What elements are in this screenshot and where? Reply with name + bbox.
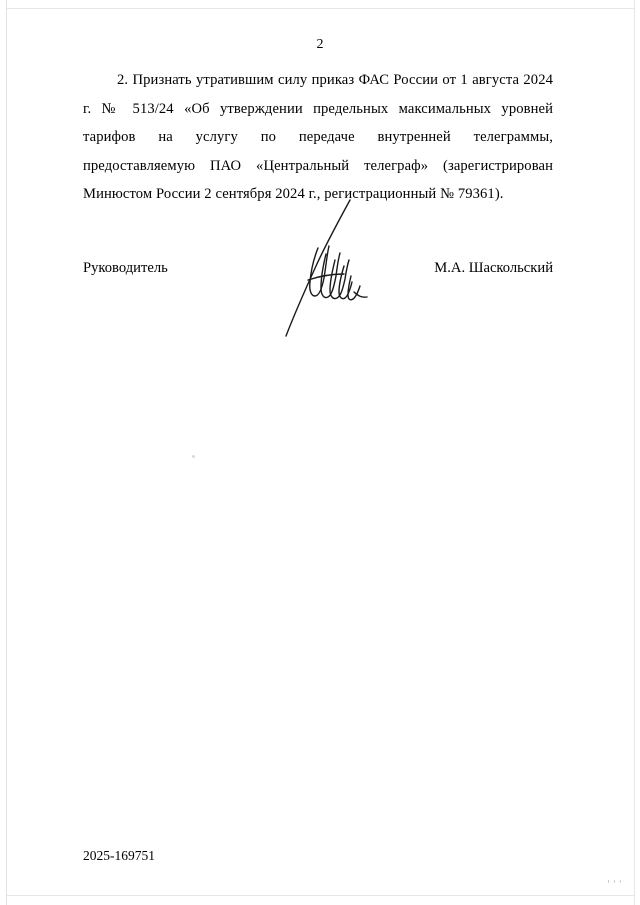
document-footer-code: 2025-169751	[83, 848, 155, 863]
signature-name: М.А. Шаскольский	[434, 260, 553, 276]
body-text	[83, 66, 553, 209]
scan-edge-left	[6, 0, 7, 905]
scan-edge-top	[6, 8, 634, 9]
scan-edge-bottom	[6, 895, 634, 896]
signature-block	[83, 258, 553, 282]
corner-marks: ' ' '	[607, 879, 622, 889]
paragraph-2: 2. Признать утратившим силу приказ ФАС России от 1 августа 2024 г. № 513/24 «Об утверждении предельных максимальных уровней тарифов на услугу по передаче внутренней телеграммы, предоставляемую ПАО «Центральный телеграф» (зарегистрирован Минюстом России 2 сентября 2024 г., регистрационный № 79361).	[83, 72, 553, 202]
scan-edge-right	[634, 0, 635, 905]
page-number: 2	[316, 37, 324, 52]
signature-role: Руководитель	[83, 260, 168, 276]
scan-speck	[192, 455, 195, 458]
